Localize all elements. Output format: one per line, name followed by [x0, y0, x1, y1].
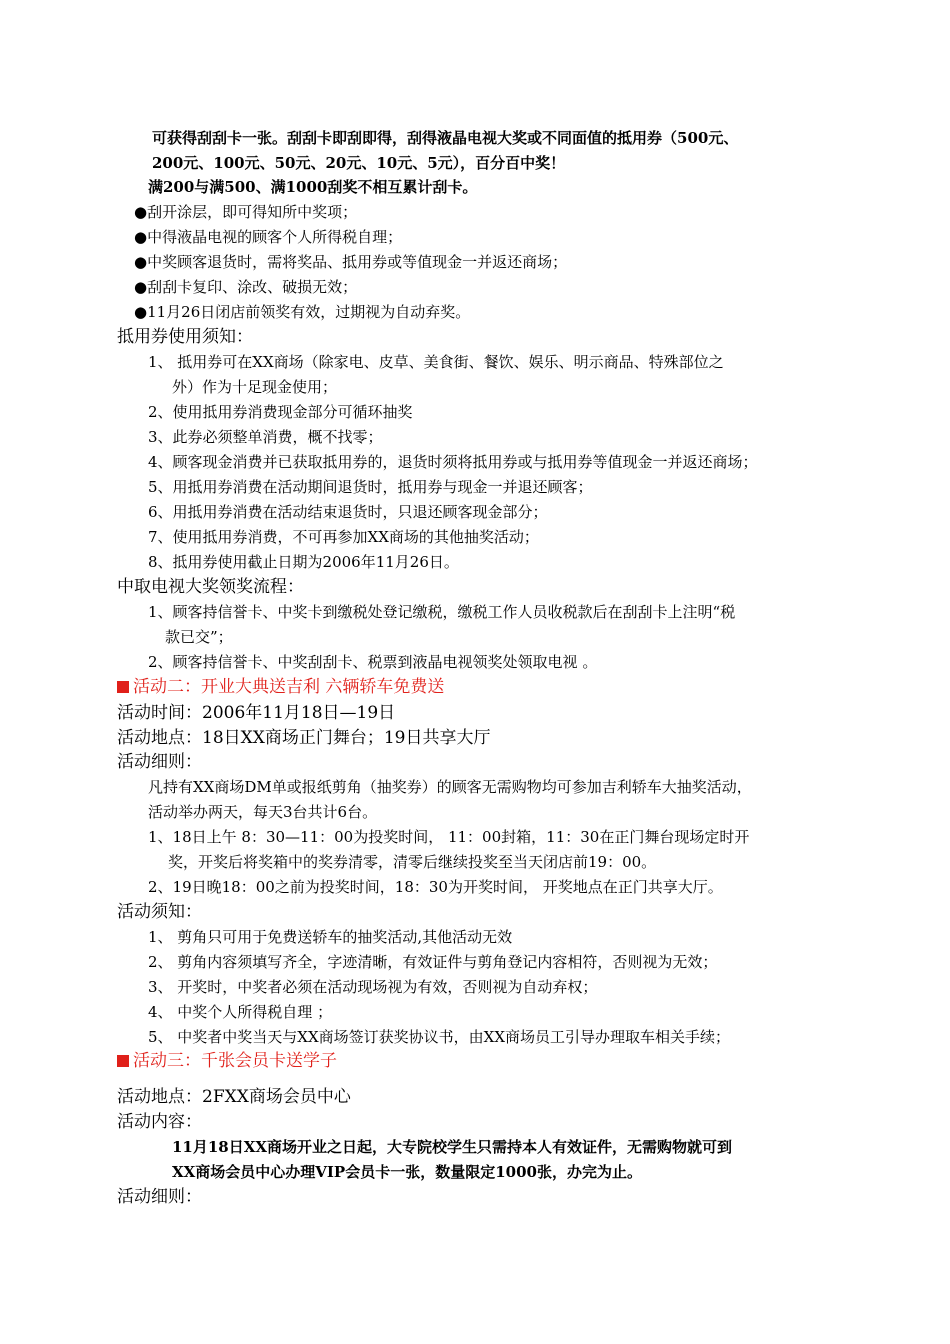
section-heading: 活动须知： [117, 902, 202, 922]
list-item: 3、 开奖时，中奖者必须在活动现场视为有效，否则视为自动弃权； [148, 978, 598, 996]
list-item: 5、用抵用券消费在活动期间退货时，抵用券与现金一并退还顾客； [148, 478, 593, 496]
bullet-item: ●中奖顾客退货时，需将奖品、抵用券或等值现金一并返还商场； [134, 253, 568, 271]
text-line: 活动举办两天，每天3台共计6台。 [148, 803, 378, 821]
heading-text: 活动二：开业大典送吉利 六辆轿车免费送 [133, 677, 445, 697]
list-item-continuation: 款已交”； [165, 628, 233, 646]
text-line: 11月18日XX商场开业之日起，大专院校学生只需持本人有效证件，无需购物就可到 [172, 1138, 733, 1156]
text-line: 200元、100元、50元、20元、10元、5元），百分百中奖！ [152, 154, 566, 172]
text-line: 凡持有XX商场DM单或报纸剪角（抽奖券）的顾客无需购物均可参加吉利轿车大抽奖活动， [148, 778, 752, 796]
activity-location: 活动地点：18日XX商场正门舞台；19日共享大厅 [117, 728, 491, 748]
list-item: 2、顾客持信誉卡、中奖刮刮卡、税票到液晶电视领奖处领取电视 。 [148, 653, 598, 671]
list-item: 5、 中奖者中奖当天与XX商场签订获奖协议书，由XX商场员工引导办理取车相关手续； [148, 1028, 731, 1046]
list-item: 3、此券必须整单消费，概不找零； [148, 428, 383, 446]
text-line: 满200与满500、满1000刮奖不相互累计刮卡。 [148, 178, 478, 196]
list-item: 1、 抵用券可在XX商场（除家电、皮草、美食街、餐饮、娱乐、明示商品、特殊部位之 [148, 353, 724, 371]
section-heading: 活动细则： [117, 1187, 202, 1207]
activity-location: 活动地点：2FXX商场会员中心 [117, 1087, 351, 1107]
bullet-item: ●刮开涂层，即可得知所中奖项； [134, 203, 358, 221]
list-item: 1、 剪角只可用于免费送轿车的抽奖活动,其他活动无效 [148, 928, 513, 946]
red-square-icon [117, 681, 129, 693]
list-item: 2、 剪角内容须填写齐全，字迹清晰，有效证件与剪角登记内容相符，否则视为无效； [148, 953, 718, 971]
section-heading: 中取电视大奖领奖流程： [117, 577, 304, 597]
list-item: 4、顾客现金消费并已获取抵用券的，退货时须将抵用券或与抵用券等值现金一并返还商场； [148, 453, 758, 471]
section-heading: 活动内容： [117, 1112, 202, 1132]
red-square-icon [117, 1055, 129, 1067]
activity-two-heading [117, 676, 444, 698]
list-item: 4、 中奖个人所得税自理 ； [148, 1003, 333, 1021]
list-item: 2、19日晚18：00之前为投奖时间，18：30为开奖时间， 开奖地点在正门共享大厅。 [148, 878, 723, 896]
list-item: 2、使用抵用券消费现金部分可循环抽奖 [148, 403, 413, 421]
activity-three-heading [117, 1050, 337, 1072]
list-item: 1、18日上午 8：30—11：00为投奖时间， 11：00封箱，11：30在正门舞台现场定时开 [148, 828, 750, 846]
list-item: 8、抵用券使用截止日期为2006年11月26日。 [148, 553, 459, 571]
bullet-item: ●刮刮卡复印、涂改、破损无效； [134, 278, 358, 296]
list-item-continuation: 奖，开奖后将奖箱中的奖券清零，清零后继续投奖至当天闭店前19：00。 [168, 853, 657, 871]
text-line: XX商场会员中心办理VIP会员卡一张，数量限定1000张，办完为止。 [172, 1163, 642, 1181]
list-item: 7、使用抵用券消费，不可再参加XX商场的其他抽奖活动； [148, 528, 539, 546]
list-item: 6、用抵用券消费在活动结束退货时，只退还顾客现金部分； [148, 503, 548, 521]
list-item: 1、顾客持信誉卡、中奖卡到缴税处登记缴税，缴税工作人员收税款后在刮刮卡上注明“税 [148, 603, 736, 621]
list-item-continuation: 外）作为十足现金使用； [172, 378, 338, 396]
text-line: 可获得刮刮卡一张。刮刮卡即刮即得，刮得液晶电视大奖或不同面值的抵用券（500元、 [152, 129, 739, 147]
section-heading: 抵用券使用须知： [117, 327, 253, 347]
section-heading: 活动细则： [117, 752, 202, 772]
heading-text: 活动三：千张会员卡送学子 [133, 1051, 337, 1071]
activity-time: 活动时间：2006年11月18日—19日 [117, 703, 396, 723]
bullet-item: ●11月26日闭店前领奖有效，过期视为自动弃奖。 [134, 303, 471, 321]
bullet-item: ●中得液晶电视的顾客个人所得税自理； [134, 228, 403, 246]
